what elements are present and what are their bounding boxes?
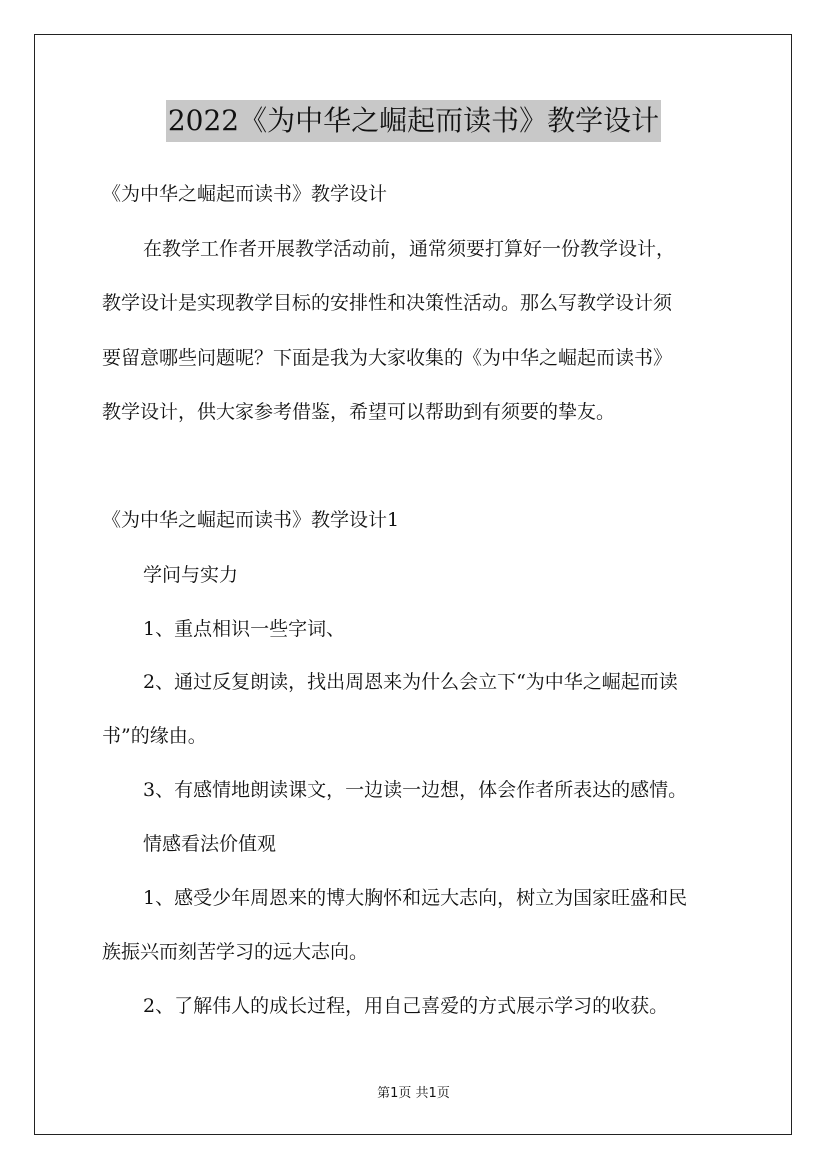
emotion-item-2: 2、了解伟人的成长过程，用自己喜爱的方式展示学习的收获。 [143, 995, 669, 1017]
document-title: 2022《为中华之崛起而读书》教学设计 [166, 100, 661, 142]
title-container [0, 100, 827, 142]
knowledge-item-2-line-1: 2、通过反复朗读，找出周恩来为什么会立下“为中华之崛起而读 [143, 671, 678, 693]
knowledge-item-3: 3、有感情地朗读课文，一边读一边想，体会作者所表达的感情。 [143, 779, 688, 801]
knowledge-heading: 学问与实力 [143, 564, 239, 586]
emotion-item-1-line-1: 1、感受少年周恩来的博大胸怀和远大志向，树立为国家旺盛和民 [143, 887, 688, 909]
intro-line-1: 在教学工作者开展教学活动前，通常须要打算好一份教学设计， [143, 238, 676, 260]
section-heading: 《为中华之崛起而读书》教学设计1 [102, 509, 400, 531]
emotion-item-1-line-2: 族振兴而刻苦学习的远大志向。 [102, 941, 369, 963]
knowledge-item-1: 1、重点相识一些字词、 [143, 618, 346, 640]
intro-line-4: 教学设计，供大家参考借鉴，希望可以帮助到有须要的挚友。 [102, 401, 616, 423]
intro-line-2: 教学设计是实现教学目标的安排性和决策性活动。那么写教学设计须 [102, 292, 673, 314]
emotion-heading: 情感看法价值观 [143, 833, 277, 855]
document-subtitle: 《为中华之崛起而读书》教学设计 [102, 183, 388, 205]
page-footer: 第1页 共1页 [377, 1086, 450, 1101]
knowledge-item-2-line-2: 书”的缘由。 [102, 725, 207, 747]
intro-line-3: 要留意哪些问题呢？下面是我为大家收集的《为中华之崛起而读书》 [102, 347, 673, 369]
